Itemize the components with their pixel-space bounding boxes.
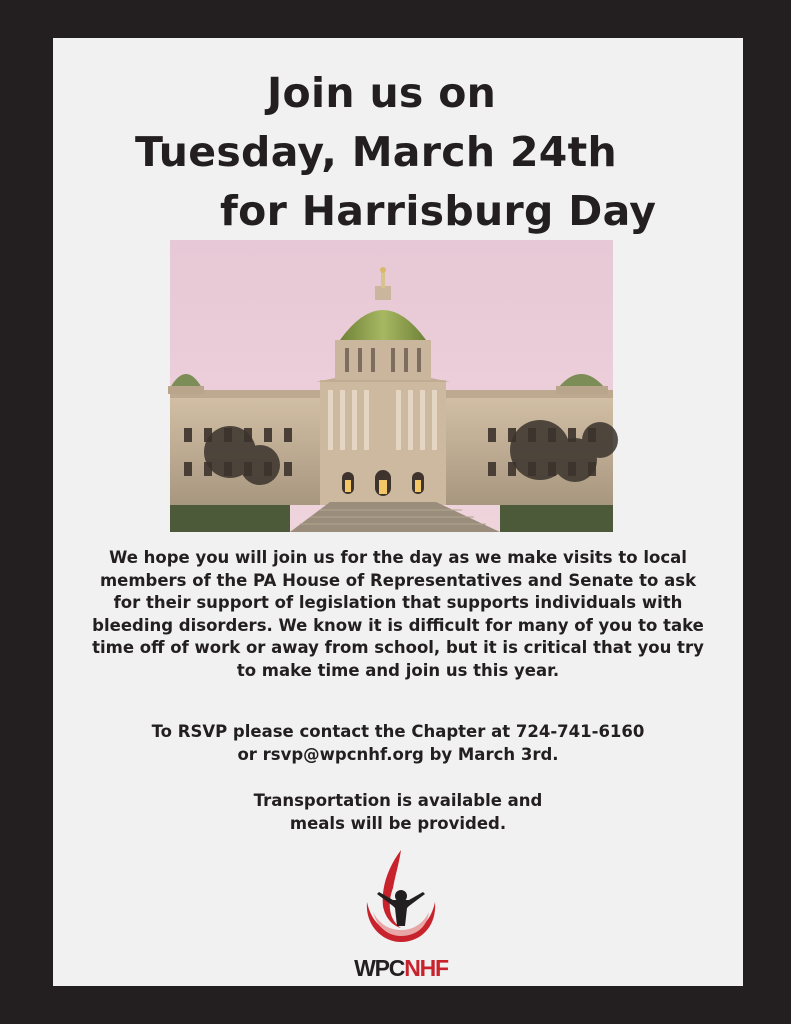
paragraph-line: We hope you will join us for the day as we make visits to local bbox=[109, 548, 687, 567]
transport-line: Transportation is available and bbox=[253, 791, 543, 810]
headline-line-1: Join us on bbox=[267, 69, 497, 117]
paragraph-line: for their support of legislation that supports individuals with bbox=[113, 593, 683, 613]
paragraph-line: members of the PA House of Representatives and Senate to ask bbox=[99, 570, 697, 590]
paragraph-line: to make time and join us this year. bbox=[236, 660, 560, 680]
rsvp-line: To RSVP please contact the Chapter at 724-741-6160 bbox=[151, 722, 645, 741]
invitation-paragraph bbox=[53, 547, 743, 683]
svg-text:WPCNHF: WPCNHF bbox=[354, 955, 448, 981]
capitol-building-photo bbox=[170, 240, 613, 532]
paragraph-line: time off of work or away from school, but it is critical that you try bbox=[92, 638, 704, 658]
transportation-note bbox=[53, 790, 743, 835]
headline-line-3: for Harrisburg Day bbox=[220, 187, 657, 235]
rsvp-info bbox=[53, 721, 743, 766]
paragraph-line: bleeding disorders. We know it is difficult for many of you to take bbox=[92, 615, 704, 635]
transport-line: meals will be provided. bbox=[289, 813, 507, 833]
flyer-page bbox=[53, 38, 743, 986]
headline-line-2: Tuesday, March 24th bbox=[135, 128, 618, 176]
rsvp-line: or rsvp@wpcnhf.org by March 3rd. bbox=[237, 744, 559, 764]
wpcnhf-logo bbox=[354, 846, 448, 982]
flame-figure-icon bbox=[367, 850, 435, 942]
